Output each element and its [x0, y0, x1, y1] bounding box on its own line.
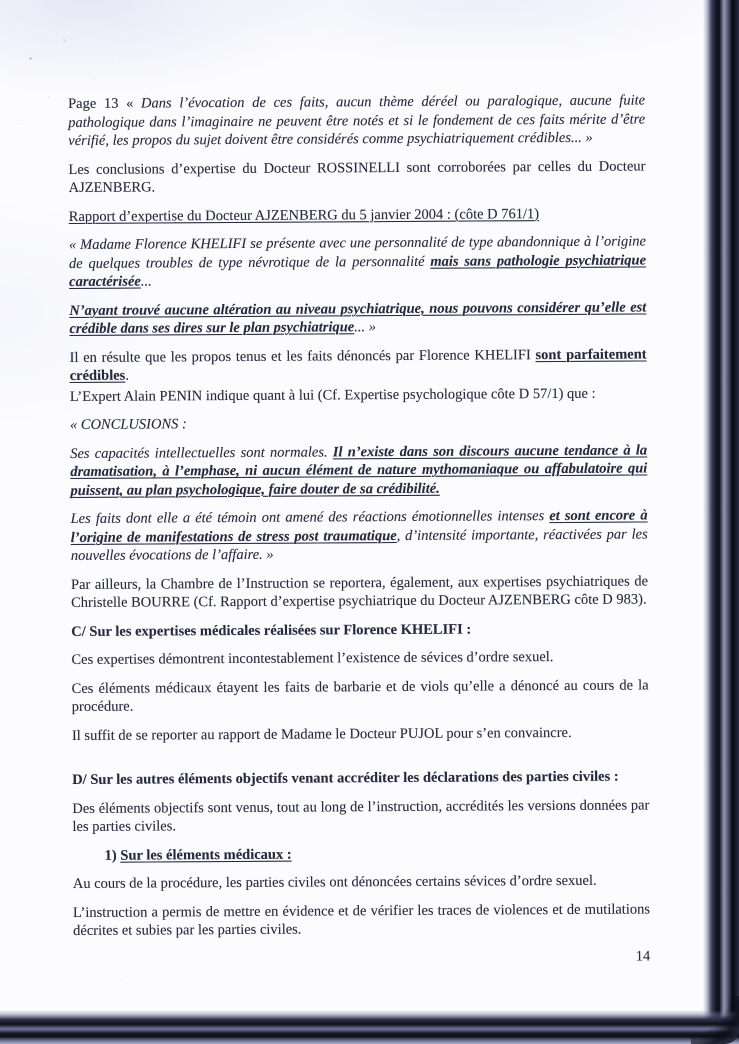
- para-expertises-demontrent: Ces expertises démontrent incontestablement l’existence de sévices d’ordre sexuel.: [71, 649, 554, 668]
- para-expert-penin: L’Expert Alain PENIN indique quant à lui (Cf. Expertise psychologique côte D 57/1) que :: [69, 385, 596, 405]
- quote-page13: Page 13 « Dans l’évocation de ces faits, aucun thème déréel ou paralogique, aucune fuite pathologique dans l’imaginaire ne peuvent être notés et si le fondement de ces faits mérite d’être vérifié, les propos du sujet doivent être considérés comme psychiatriquement crédibles... »: [68, 92, 646, 149]
- quote-credible-psychiatrique: N’ayant trouvé aucune altération au niveau psychiatrique, nous pouvons considérer qu’elle est crédible dans ses dires sur le plan psychiatrique... »: [69, 298, 647, 337]
- para-elements-objectifs: Des éléments objectifs sont venus, tout au long de l’instruction, accrédités les versions données par les parties civiles.: [72, 796, 650, 835]
- para-rossinelli-corroboration: Les conclusions d’expertise du Docteur ROSSINELLI sont corroborées par celles du Docteur AJZENBERG.: [68, 157, 646, 196]
- para-traces-violences: L’instruction a permis de mettre en évidence et de vérifier les traces de violences et de mutilations décrites et subies par les parties civiles.: [72, 900, 651, 939]
- scan-shadow-bottom-edge: [0, 1010, 739, 1044]
- heading-sub1-elements-medicaux: 1) Sur les éléments médicaux :: [104, 846, 292, 864]
- heading-rapport-ajzenberg: Rapport d’expertise du Docteur AJZENBERG du 5 janvier 2004 : (côte D 761/1): [68, 205, 540, 225]
- para-propos-credibles: Il en résulte que les propos tenus et les faits dénoncés par Florence KHELIFI sont parfaitement crédibles.: [69, 345, 647, 384]
- quote-stress-post-traumatique: Les faits dont elle a été témoin ont amené des réactions émotionnelles intenses et sont encore à l’origine de manifestations de stress post traumatique, d’intensité importante, réactivées par les nouvelles évocations de l’affaire. »: [70, 507, 648, 564]
- para-chambre-instruction: Par ailleurs, la Chambre de l’Instruction se reportera, également, aux expertises psychiatriques de Christelle BOURRE (Cf. Rapport d’expertise psychiatrique du Docteur AJZENBERG côte D 983).: [70, 572, 649, 611]
- para-rapport-pujol: Il suffit de se reporter au rapport de Madame le Docteur PUJOL pour s’en convaincre.: [71, 724, 572, 744]
- scan-shadow-corner: [691, 996, 739, 1044]
- scan-shadow-right-edge: [703, 0, 739, 1044]
- heading-section-d: D/ Sur les autres éléments objectifs venant accréditer les déclarations des parties civiles :: [72, 768, 619, 788]
- scan-noise-speckles: [0, 0, 1, 1]
- para-elements-medicaux-etayent: Ces éléments médicaux étayent les faits de barbarie et de viols qu’elle a dénoncé au cours de la procédure.: [71, 676, 649, 715]
- heading-conclusions: « CONCLUSIONS :: [69, 416, 187, 433]
- heading-section-c: C/ Sur les expertises médicales réalisées sur Florence KHELIFI :: [71, 621, 472, 640]
- page-number: 14: [635, 947, 651, 965]
- para-denonciation-sevices: Au cours de la procédure, les parties civiles ont dénoncées certains sévices d’ordre sexuel.: [72, 872, 597, 892]
- quote-khelifi-personnalite: « Madame Florence KHELIFI se présente avec une personnalité de type abandonnique à l’origine de quelques troubles de type névrotique de la personnalité mais sans pathologie psychiatrique caractérisée...: [68, 233, 647, 290]
- quote-capacites-intellectuelles: Ses capacités intellectuelles sont normales. Il n’existe dans son discours aucune tendance à la dramatisation, à l’emphase, ni aucun élément de nature mythomaniaque ou affabulatoire qui puissent, au plan psychologique, faire douter de sa crédibilité.: [70, 441, 648, 499]
- document-content: [68, 91, 650, 969]
